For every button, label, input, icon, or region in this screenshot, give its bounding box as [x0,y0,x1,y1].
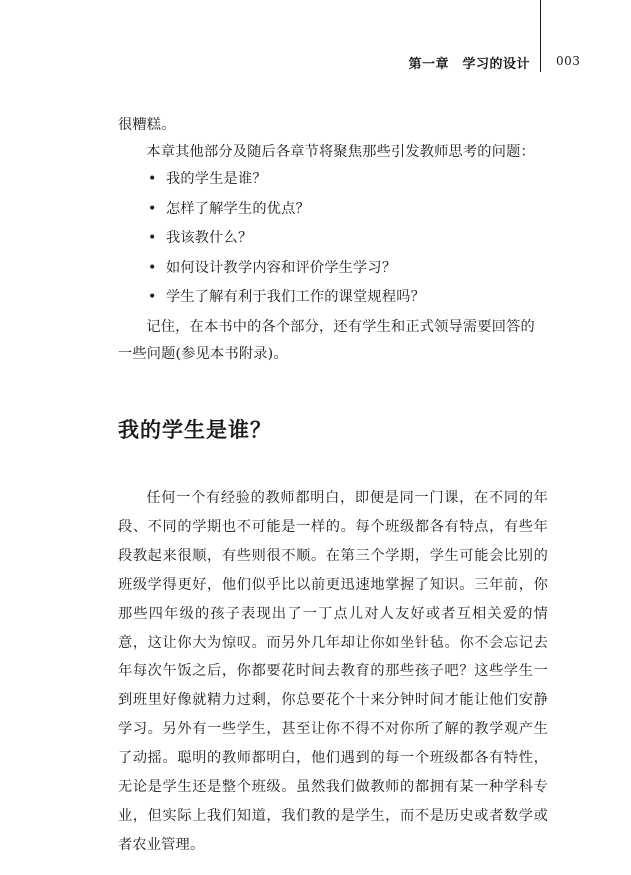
question-item [118,225,548,255]
intro-section [118,112,548,368]
bullet-icon: • [148,200,157,217]
page-number: 003 [556,54,581,68]
bullet-icon: • [148,289,157,305]
question-text: 我的学生是谁？ [166,171,267,187]
question-text: 如何设计教学内容和评价学生学习？ [166,259,397,276]
section-body [118,484,548,860]
question-item [118,166,548,196]
chapter-title: 第一章 学习的设计 [408,57,530,72]
body-paragraph: 任何一个有经验的教师都明白，即便是同一门课，在不同的年段、不同的学期也不可能是一样的。每个班级都各有特点，有些年段教起来很顺，有些则很不顺。在第三个学期，学生可能会比别的班级学得更好，他们似乎比以前更迅速地掌握了知识。三年前，你那些四年级的孩子表现出了一丁点儿对人友好或者互相关爱的情意，这让你大为惊叹。而另外几年却让你如坐针毡。你不会忘记去年每次午饭之后，你都要花时间去教育的那些孩子吧？这些学生一到班里好像就精力过剩，你总要花个十来分钟时间才能让他们安静学习。另外有一些学生，甚至让你不得不对你所了解的教学观产生了动摇。聪明的教师都明白，他们遇到的每一个班级都各有特性，无论是学生还是整个班级。虽然我们做教师的都拥有某一种学科专业，但实际上我们知道，我们教的是学生，而不是历史或者数学或者农业管理。 [118,490,548,853]
lead-paragraph: 本章其他部分及随后各章节将聚焦那些引发教师思考的问题： [146,144,535,160]
closing-paragraph: 记住，在本书中的各个部分，还有学生和正式领导需要回答的一些问题(参见本书附录)。 [118,318,535,362]
question-text: 我该教什么？ [166,230,253,246]
bullet-icon: • [148,230,157,246]
continued-text: 很糟糕。 [118,117,176,133]
question-text: 怎样了解学生的优点？ [166,200,310,217]
bullet-icon: • [148,171,157,187]
running-head [0,53,631,73]
question-list [118,166,548,314]
question-item [118,255,548,285]
bullet-icon: • [148,259,157,276]
question-text: 学生了解有利于我们工作的课堂规程吗？ [166,289,425,305]
question-item [118,196,548,226]
question-item [118,284,548,314]
section-heading: 我的学生是谁？ [118,418,272,442]
